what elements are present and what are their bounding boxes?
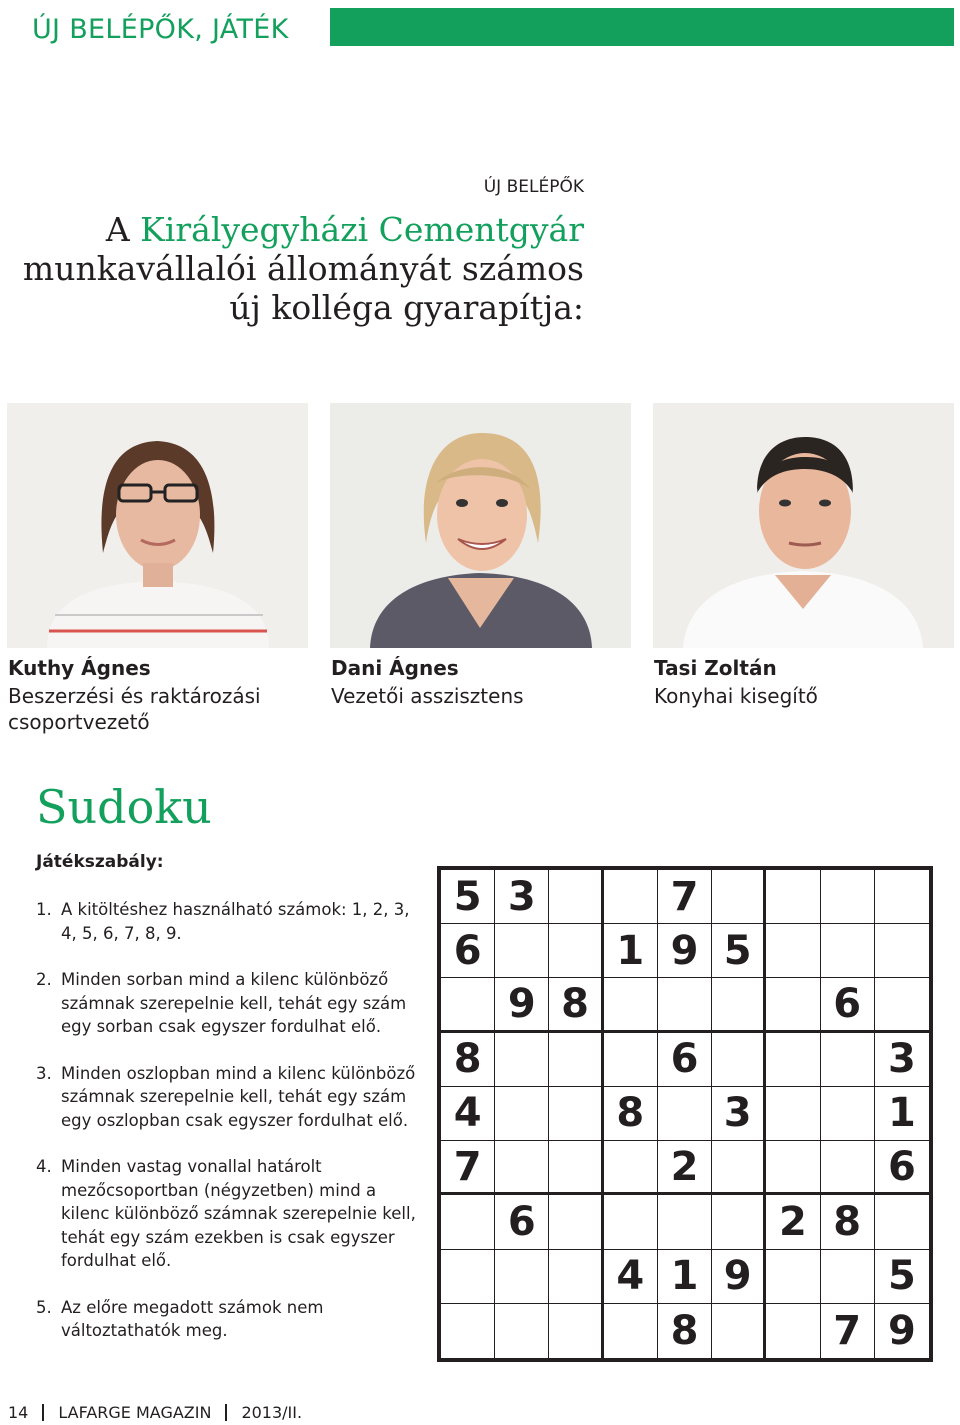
- sudoku-cell[interactable]: [658, 1195, 712, 1249]
- sudoku-cell[interactable]: [549, 1250, 603, 1304]
- rule-number: 2.: [36, 970, 52, 989]
- person-role-2: Vezetői asszisztens: [331, 684, 524, 708]
- person-name-2: Dani Ágnes: [331, 656, 459, 680]
- sudoku-cell[interactable]: [766, 1033, 820, 1087]
- sudoku-cell[interactable]: [604, 1033, 658, 1087]
- sudoku-cell[interactable]: [604, 978, 658, 1032]
- sudoku-cell[interactable]: [766, 1087, 820, 1141]
- sudoku-cell[interactable]: [495, 1033, 549, 1087]
- magazine-name: LAFARGE MAGAZIN: [58, 1403, 212, 1422]
- sudoku-cell: 3: [712, 1087, 766, 1141]
- sudoku-cell[interactable]: [712, 978, 766, 1032]
- sudoku-cell[interactable]: [549, 924, 603, 978]
- sudoku-cell: 2: [766, 1195, 820, 1249]
- rule-text: Minden sorban mind a kilenc különböző számnak szerepelnie kell, tehát egy szám egy sorban csak egyszer fordulhat elő.: [61, 970, 407, 1036]
- sudoku-cell: 1: [604, 924, 658, 978]
- rule-item: [36, 968, 416, 1039]
- sudoku-cell: 7: [658, 870, 712, 924]
- rule-item: [36, 898, 416, 945]
- sudoku-cell[interactable]: [766, 1250, 820, 1304]
- sudoku-cell[interactable]: [821, 1141, 875, 1195]
- article-kicker: ÚJ BELÉPŐK: [483, 177, 584, 197]
- sudoku-cell: 7: [821, 1304, 875, 1358]
- sudoku-cell: 5: [875, 1250, 929, 1304]
- sudoku-cell: 6: [495, 1195, 549, 1249]
- sudoku-cell[interactable]: [658, 1087, 712, 1141]
- sudoku-cell: 1: [658, 1250, 712, 1304]
- sudoku-cell[interactable]: [712, 1195, 766, 1249]
- rules-list: [36, 898, 416, 1366]
- sudoku-cell[interactable]: [821, 1250, 875, 1304]
- sudoku-cell: 6: [658, 1033, 712, 1087]
- sudoku-cell[interactable]: [549, 870, 603, 924]
- sudoku-cell: 4: [604, 1250, 658, 1304]
- sudoku-cell: 2: [658, 1141, 712, 1195]
- sudoku-cell[interactable]: [495, 1250, 549, 1304]
- section-title: ÚJ BELÉPŐK, JÁTÉK: [32, 14, 289, 45]
- person-name-3: Tasi Zoltán: [654, 656, 777, 680]
- portrait-photo-kuthy: [7, 403, 308, 648]
- sudoku-cell: 6: [875, 1141, 929, 1195]
- page-number: 14: [8, 1403, 29, 1422]
- sudoku-cell[interactable]: [821, 924, 875, 978]
- sudoku-cell[interactable]: [549, 1087, 603, 1141]
- sudoku-cell[interactable]: [821, 1033, 875, 1087]
- page-footer: [8, 1403, 302, 1422]
- sudoku-cell[interactable]: [875, 870, 929, 924]
- sudoku-cell[interactable]: [495, 924, 549, 978]
- sudoku-cell[interactable]: [875, 924, 929, 978]
- headline-line-3: új kolléga gyarapítja:: [229, 288, 584, 327]
- sudoku-cell[interactable]: [712, 1304, 766, 1358]
- sudoku-cell[interactable]: [766, 978, 820, 1032]
- sudoku-cell: 4: [441, 1087, 495, 1141]
- sudoku-cell: 8: [549, 978, 603, 1032]
- person-role-3: Konyhai kisegítő: [654, 684, 818, 708]
- sudoku-cell: 7: [441, 1141, 495, 1195]
- sudoku-cell: 9: [887, 1307, 916, 1354]
- sudoku-cell[interactable]: [712, 1033, 766, 1087]
- sudoku-cell[interactable]: [549, 1304, 603, 1358]
- sudoku-cell: 6: [821, 978, 875, 1032]
- sudoku-cell[interactable]: [549, 1033, 603, 1087]
- sudoku-cell[interactable]: [549, 1195, 603, 1249]
- sudoku-cell: 5: [441, 870, 495, 924]
- headline-line-1: [23, 210, 584, 249]
- sudoku-cell: 3: [875, 1033, 929, 1087]
- headline-prefix: A: [105, 210, 141, 249]
- rule-item: [36, 1155, 416, 1273]
- rule-number: 4.: [36, 1157, 52, 1176]
- sudoku-cell[interactable]: [712, 1141, 766, 1195]
- sudoku-cell[interactable]: [495, 1141, 549, 1195]
- sudoku-cell[interactable]: [604, 870, 658, 924]
- sudoku-cell[interactable]: [875, 1195, 929, 1249]
- rule-number: 3.: [36, 1063, 52, 1083]
- sudoku-cell[interactable]: [766, 1141, 820, 1195]
- rules-title: Játékszabály:: [36, 852, 164, 872]
- headline-line-2: munkavállalói állományát számos: [22, 249, 584, 288]
- footer-divider: [42, 1404, 44, 1421]
- rule-text: Minden oszlopban mind a kilenc különböző számnak szerepelnie kell, tehát egy szám egy oszlopban csak egyszer fordulhat elő.: [61, 1063, 416, 1130]
- sudoku-cell: 9: [495, 978, 549, 1032]
- sudoku-cell[interactable]: [766, 924, 820, 978]
- sudoku-cell[interactable]: [658, 978, 712, 1032]
- footer-divider: [225, 1404, 227, 1421]
- sudoku-cell[interactable]: [875, 978, 929, 1032]
- sudoku-cell: 1: [875, 1087, 929, 1141]
- portrait-photo-tasi: [653, 403, 954, 648]
- sudoku-cell[interactable]: [495, 1304, 549, 1358]
- sudoku-cell[interactable]: [441, 978, 495, 1032]
- portrait-photo-dani: [330, 403, 631, 648]
- sudoku-cell[interactable]: [766, 1304, 820, 1358]
- sudoku-cell[interactable]: [604, 1195, 658, 1249]
- headline-accent: Királyegyházi Cementgyár: [140, 210, 584, 249]
- person-name-1: Kuthy Ágnes: [8, 656, 151, 680]
- sudoku-cell[interactable]: [821, 1087, 875, 1141]
- sudoku-cell[interactable]: [604, 1304, 658, 1358]
- sudoku-title: Sudoku: [36, 780, 212, 834]
- sudoku-cell: 6: [441, 924, 495, 978]
- article-headline: [23, 210, 584, 327]
- sudoku-cell: 5: [712, 924, 766, 978]
- sudoku-cell[interactable]: [821, 870, 875, 924]
- header-accent-bar: [330, 8, 954, 46]
- rule-number: 5.: [36, 1297, 52, 1317]
- sudoku-cell: 8: [658, 1304, 712, 1358]
- rule-text: Minden vastag vonallal határolt mezőcsoportban (négyzetben) mind a kilenc különböző számnak szerepelnie kell, tehát egy szám ezekben is csak egyszer fordulhat elő.: [61, 1157, 416, 1270]
- rule-text: A kitöltéshez használható számok: 1, 2, 3, 4, 5, 6, 7, 8, 9.: [61, 900, 410, 943]
- sudoku-cell: 9: [658, 924, 712, 978]
- rule-text: Az előre megadott számok nem változtathatók meg.: [61, 1297, 324, 1340]
- rule-item: [36, 1296, 416, 1343]
- sudoku-cell[interactable]: [604, 1141, 658, 1195]
- sudoku-cell: 9: [712, 1250, 766, 1304]
- sudoku-cell[interactable]: [441, 1195, 495, 1249]
- sudoku-cell: 3: [495, 870, 549, 924]
- issue-number: 2013/II.: [241, 1403, 303, 1422]
- sudoku-cell: 8: [441, 1033, 495, 1087]
- person-role-1: Beszerzési és raktározási csoportvezető: [8, 684, 261, 734]
- sudoku-cell[interactable]: [712, 870, 766, 924]
- sudoku-cell[interactable]: [766, 870, 820, 924]
- sudoku-cell[interactable]: [441, 1250, 495, 1304]
- rule-number: 1.: [36, 900, 52, 919]
- rule-item: [36, 1062, 416, 1133]
- sudoku-grid: [437, 866, 933, 1362]
- sudoku-cell[interactable]: [549, 1141, 603, 1195]
- sudoku-cell[interactable]: [441, 1304, 495, 1358]
- sudoku-cell: 8: [604, 1087, 658, 1141]
- sudoku-cell[interactable]: [495, 1087, 549, 1141]
- sudoku-cell: 8: [821, 1195, 875, 1249]
